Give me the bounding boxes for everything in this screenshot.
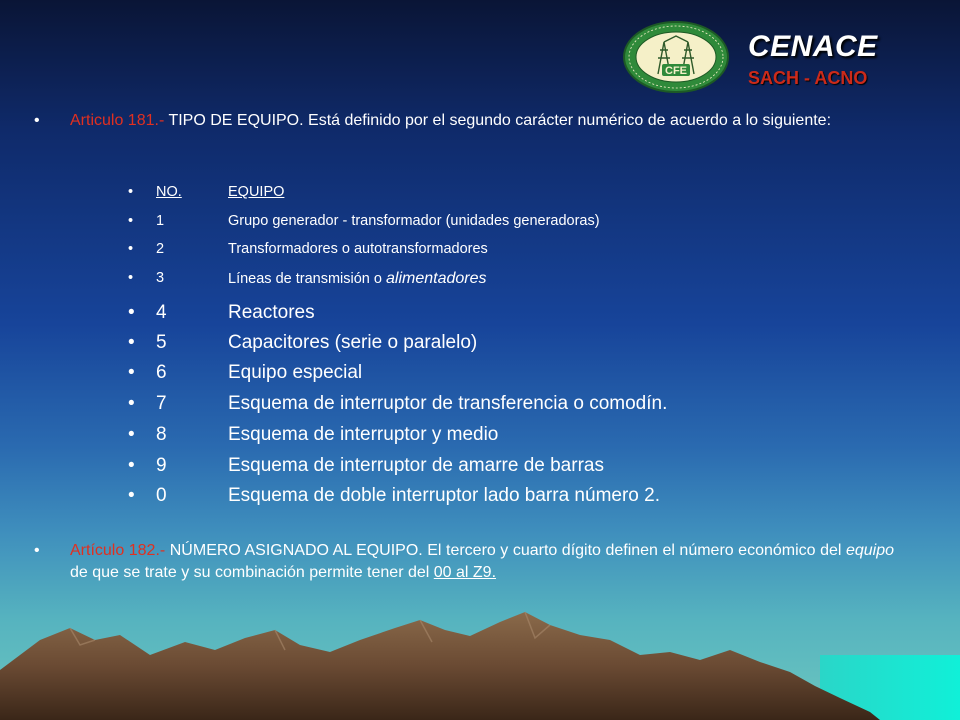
item-description-italic: alimentadores — [385, 270, 487, 287]
bullet: • — [128, 332, 135, 353]
article-182-text: NÚMERO ASIGNADO AL EQUIPO. El tercero y cuarto dígito definen el número económico del — [169, 542, 842, 559]
brand-subtitle: SACH - ACNO — [748, 68, 868, 88]
bullet: • — [128, 241, 134, 257]
bullet: • — [128, 184, 134, 200]
bullet: • — [128, 393, 135, 414]
item-number: 8 — [156, 424, 167, 445]
bullet: • — [128, 213, 134, 229]
item-number: 0 — [156, 485, 167, 506]
cfe-logo — [622, 20, 730, 94]
logo-cfe-text: CFE — [665, 65, 687, 77]
item-description: Esquema de interruptor de amarre de barras — [228, 455, 604, 476]
item-description-part: Líneas de transmisión o — [228, 271, 382, 287]
item-number: 6 — [156, 362, 167, 383]
article-181-separator: .- — [154, 112, 165, 129]
header-no: NO. — [156, 184, 182, 200]
article-182-range: 00 al Z9. — [433, 564, 497, 581]
item-number: 2 — [156, 241, 165, 257]
article-182-separator: .- — [155, 542, 166, 559]
bullet: • — [128, 455, 135, 476]
item-number: 3 — [156, 270, 165, 286]
item-description: Transformadores o autotransformadores — [228, 241, 488, 257]
mountain-landscape — [0, 600, 960, 720]
item-description: Esquema de interruptor y medio — [228, 424, 499, 445]
item-description: Esquema de doble interruptor lado barra número 2. — [228, 485, 660, 506]
item-number: 1 — [156, 213, 165, 229]
article-182-text-end: de que se trate y su combinación permite tener del — [70, 564, 430, 581]
item-number: 9 — [156, 455, 167, 476]
article-182-label: Artículo 182 — [70, 542, 156, 559]
bullet: • — [34, 112, 40, 129]
item-description: Equipo especial — [228, 362, 363, 383]
brand-title: CENACE — [748, 30, 878, 63]
bullet: • — [128, 485, 135, 506]
item-description — [228, 270, 486, 288]
header-equipo: EQUIPO — [228, 184, 285, 200]
item-description: Grupo generador - transformador (unidades generadoras) — [228, 213, 600, 229]
bullet: • — [128, 302, 135, 323]
item-description: Reactores — [228, 302, 315, 323]
article-181-label: Articulo 181 — [70, 112, 155, 129]
item-number: 5 — [156, 332, 167, 353]
bullet: • — [34, 542, 40, 559]
article-181-paragraph — [34, 110, 894, 132]
article-182-paragraph — [34, 540, 894, 584]
bullet: • — [128, 424, 135, 445]
item-number: 7 — [156, 393, 167, 414]
bullet: • — [128, 270, 134, 286]
article-181-text: TIPO DE EQUIPO. Está definido por el segundo carácter numérico de acuerdo a lo siguiente: — [168, 112, 832, 129]
bullet: • — [128, 362, 135, 383]
article-182-italic: equipo — [845, 542, 894, 559]
slide-header — [0, 0, 960, 110]
item-number: 4 — [156, 302, 167, 323]
item-description: Capacitores (serie o paralelo) — [228, 332, 478, 353]
item-description: Esquema de interruptor de transferencia o comodín. — [228, 393, 668, 414]
